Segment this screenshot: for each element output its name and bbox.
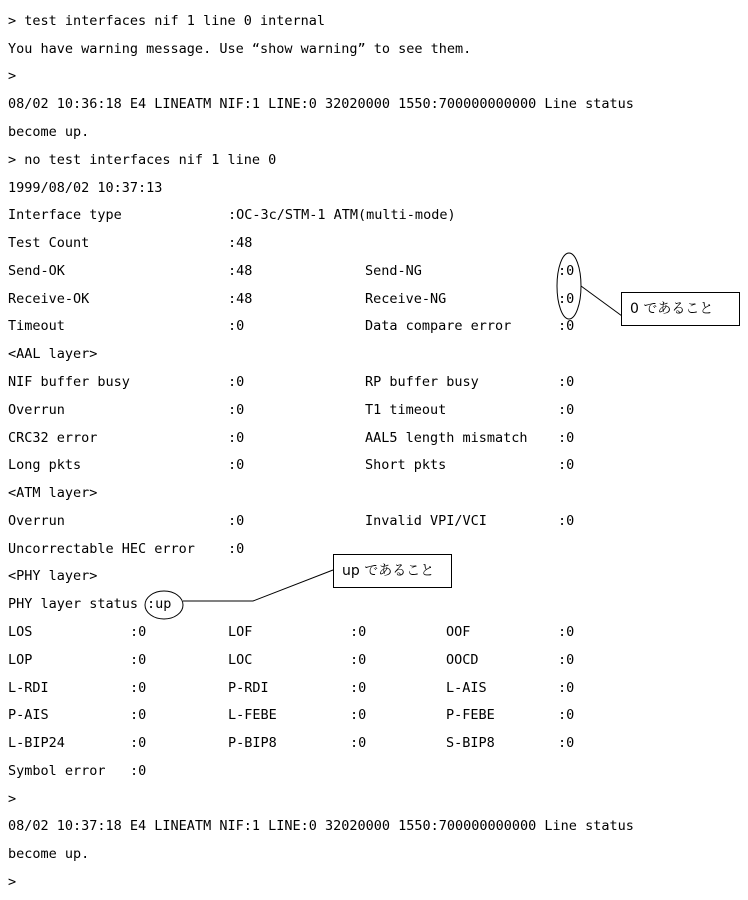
section-header-aal: <AAL layer>	[8, 346, 98, 362]
stat-label: LOP	[8, 652, 33, 668]
stat-label: P-FEBE	[446, 707, 495, 723]
stat-value: :48	[228, 263, 253, 279]
stat-label: L-BIP24	[8, 735, 65, 751]
stat-label: P-RDI	[228, 680, 269, 696]
stat-value: :0	[228, 318, 245, 334]
stat-value: :0	[130, 680, 147, 696]
stat-value: :0	[228, 374, 245, 390]
stat-label: Overrun	[8, 402, 65, 418]
stat-value: :0	[558, 430, 575, 446]
terminal-line: 08/02 10:37:18 E4 LINEATM NIF:1 LINE:0 32020000 1550:700000000000 Line status	[8, 818, 634, 834]
stat-label: Invalid VPI/VCI	[365, 513, 487, 529]
stat-value: :up	[147, 596, 172, 612]
stat-value: :0	[130, 624, 147, 640]
stat-label: T1 timeout	[365, 402, 447, 418]
stat-label: P-AIS	[8, 707, 49, 723]
terminal-line: > no test interfaces nif 1 line 0	[8, 152, 277, 168]
stat-value: :0	[558, 291, 575, 307]
stat-label: S-BIP8	[446, 735, 495, 751]
stat-value: :0	[130, 735, 147, 751]
section-header-phy: <PHY layer>	[8, 568, 98, 584]
stat-label: LOS	[8, 624, 33, 640]
stat-label: Overrun	[8, 513, 65, 529]
stat-value: :0	[350, 652, 367, 668]
stat-value: :0	[558, 318, 575, 334]
stat-value: :0	[228, 457, 245, 473]
terminal-prompt: >	[8, 874, 17, 890]
stat-value: :0	[130, 707, 147, 723]
stat-label: Test Count	[8, 235, 90, 251]
stat-label: Data compare error	[365, 318, 512, 334]
stat-label: AAL5 length mismatch	[365, 430, 528, 446]
stat-label: Symbol error	[8, 763, 106, 779]
terminal-line: 08/02 10:36:18 E4 LINEATM NIF:1 LINE:0 32020000 1550:700000000000 Line status	[8, 96, 634, 112]
stat-label: RP buffer busy	[365, 374, 479, 390]
stat-label: L-AIS	[446, 680, 487, 696]
stat-label: CRC32 error	[8, 430, 98, 446]
stat-value: :0	[558, 374, 575, 390]
terminal-line: 1999/08/02 10:37:13	[8, 180, 163, 196]
stat-value: :0	[130, 652, 147, 668]
stat-label: Interface type	[8, 207, 122, 223]
stat-label: L-FEBE	[228, 707, 277, 723]
stat-label: Receive-OK	[8, 291, 90, 307]
stat-value: :0	[350, 624, 367, 640]
stat-label: NIF buffer busy	[8, 374, 130, 390]
stat-value: :0	[350, 735, 367, 751]
stat-label: Long pkts	[8, 457, 82, 473]
stat-value: :0	[350, 707, 367, 723]
callout-zero-note: 0 であること	[621, 292, 740, 326]
stat-value: :0	[558, 707, 575, 723]
stat-value: :0	[228, 541, 245, 557]
section-header-atm: <ATM layer>	[8, 485, 98, 501]
stat-label: P-BIP8	[228, 735, 277, 751]
stat-value: :0	[130, 763, 147, 779]
stat-value: :0	[558, 680, 575, 696]
stat-value: :0	[558, 735, 575, 751]
stat-label: OOF	[446, 624, 471, 640]
stat-value: :0	[228, 402, 245, 418]
stat-value: :0	[228, 513, 245, 529]
leader-line-up	[183, 570, 333, 601]
stat-label: PHY layer status	[8, 596, 139, 612]
stat-value: :0	[558, 263, 575, 279]
stat-label: Send-OK	[8, 263, 65, 279]
stat-value: :48	[228, 235, 253, 251]
stat-label: Uncorrectable HEC error	[8, 541, 195, 557]
stat-label: Timeout	[8, 318, 65, 334]
terminal-line: become up.	[8, 124, 90, 140]
terminal-line: become up.	[8, 846, 90, 862]
stat-label: OOCD	[446, 652, 479, 668]
stat-label: Short pkts	[365, 457, 447, 473]
stat-value: :0	[350, 680, 367, 696]
terminal-prompt: >	[8, 791, 17, 807]
stat-value: :0	[558, 402, 575, 418]
stat-label: LOF	[228, 624, 253, 640]
stat-value: :0	[558, 652, 575, 668]
leader-line-zero	[581, 286, 622, 316]
stat-label: Send-NG	[365, 263, 422, 279]
stat-value: :0	[558, 624, 575, 640]
callout-up-note: up であること	[333, 554, 452, 588]
terminal-line: > test interfaces nif 1 line 0 internal	[8, 13, 325, 29]
stat-value: :0	[558, 513, 575, 529]
stat-value: :0	[228, 430, 245, 446]
terminal-prompt: >	[8, 68, 17, 84]
stat-value: :OC-3c/STM-1 ATM(multi-mode)	[228, 207, 456, 223]
stat-value: :0	[558, 457, 575, 473]
stat-value: :48	[228, 291, 253, 307]
stat-label: LOC	[228, 652, 253, 668]
stat-label: L-RDI	[8, 680, 49, 696]
terminal-line: You have warning message. Use “show warning” to see them.	[8, 41, 472, 57]
stat-label: Receive-NG	[365, 291, 447, 307]
